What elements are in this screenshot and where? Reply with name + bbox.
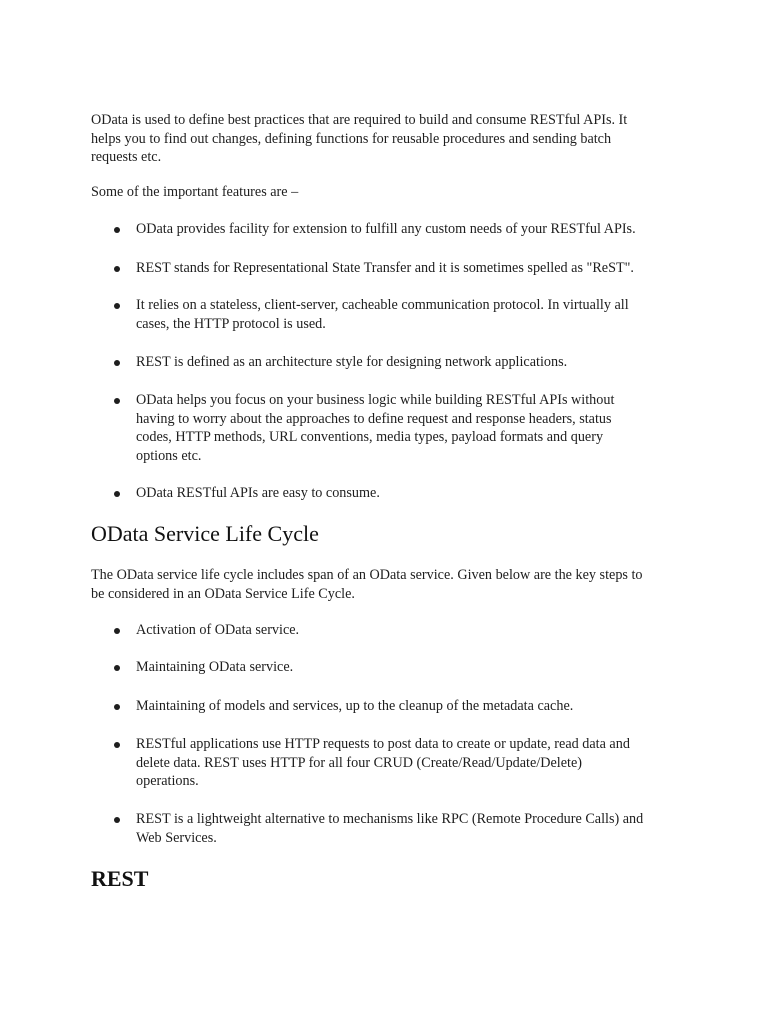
list-item: REST is defined as an architecture style for designing network applications. [136,353,696,372]
list-item: Maintaining of models and services, up to the cleanup of the metadata cache. [136,697,696,716]
lifecycle-intro: The OData service life cycle includes span of an OData service. Given below are the key steps to be considered in an OData Service Life Cycle. [91,567,643,602]
list-item: REST is a lightweight alternative to mechanisms like RPC (Remote Procedure Calls) and Web Services. [136,810,696,847]
bullet-icon [114,628,120,634]
section-heading-lifecycle: OData Service Life Cycle [91,521,319,546]
bullet-icon [114,491,120,497]
list-item: OData RESTful APIs are easy to consume. [136,484,696,503]
bullet-icon [114,266,120,272]
list-item: It relies on a stateless, client-server, cacheable communication protocol. In virtually all cases, the HTTP protocol is used. [136,296,696,333]
intro-paragraph [91,111,671,167]
list-item: REST stands for Representational State Transfer and it is sometimes spelled as "ReST". [136,259,696,278]
bullet-icon [114,360,120,366]
bullet-icon [114,227,120,233]
list-item: Maintaining OData service. [136,658,696,677]
bullet-icon [114,817,120,823]
bullet-icon [114,704,120,710]
features-intro: Some of the important features are – [91,184,299,200]
intro-line: OData is used to define best practices that are required to build and consume RESTful APIs. It [91,112,628,128]
list-item: OData helps you focus on your business logic while building RESTful APIs without having to worry about the approaches to define request and response headers, status codes, HTTP methods, URL conventions, media types, payload formats and query options etc. [136,391,696,465]
list-item: RESTful applications use HTTP requests to post data to create or update, read data and delete data. REST uses HTTP for all four CRUD (Create/Read/Update/Delete) operations. [136,735,696,791]
bullet-icon [114,742,120,748]
list-item: OData provides facility for extension to fulfill any custom needs of your RESTful APIs. [136,220,696,239]
bullet-icon [114,398,120,404]
intro-line: requests etc. [91,149,162,165]
bullet-icon [114,303,120,309]
list-item: Activation of OData service. [136,621,696,640]
section-heading-rest: REST [91,866,149,891]
intro-line: helps you to find out changes, defining functions for reusable procedures and sending batch [91,130,612,147]
bullet-icon [114,665,120,671]
